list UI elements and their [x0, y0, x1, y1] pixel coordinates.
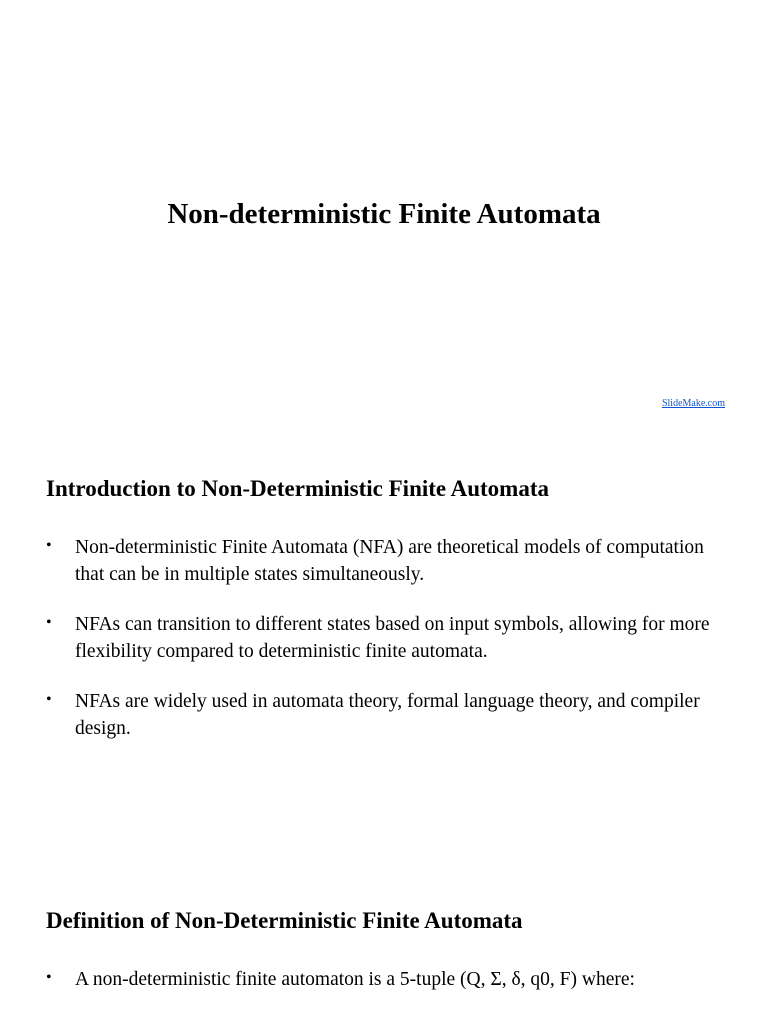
- section-definition: [46, 906, 726, 1016]
- bullet-text: NFAs are widely used in automata theory, formal language theory, and compiler design.: [75, 691, 700, 739]
- section-introduction: [46, 474, 726, 765]
- bullet-list: [46, 534, 726, 742]
- bullet-icon: •: [46, 537, 52, 554]
- list-item: [46, 534, 726, 588]
- section-heading: Introduction to Non-Deterministic Finite Automata: [46, 476, 549, 501]
- page-title: Non-deterministic Finite Automata: [167, 198, 601, 230]
- bullet-text: A non-deterministic finite automaton is a 5-tuple (Q, Σ, δ, q0, F) where:: [75, 969, 635, 990]
- list-item: [46, 611, 726, 665]
- bullet-icon: •: [46, 691, 52, 708]
- list-item: [46, 688, 726, 742]
- section-heading: Definition of Non-Deterministic Finite Automata: [46, 908, 523, 933]
- bullet-icon: •: [46, 969, 52, 986]
- bullet-text: NFAs can transition to different states based on input symbols, allowing for more flexibility compared to deterministic finite automata.: [75, 614, 710, 662]
- bullet-text: Non-deterministic Finite Automata (NFA) are theoretical models of computation that can be in multiple states simultaneously.: [75, 537, 704, 585]
- bullet-icon: •: [46, 614, 52, 631]
- slidemake-link[interactable]: SlideMake.com: [661, 398, 725, 409]
- title-slide: [0, 0, 768, 430]
- bullet-list: [46, 966, 726, 993]
- list-item: [46, 966, 726, 993]
